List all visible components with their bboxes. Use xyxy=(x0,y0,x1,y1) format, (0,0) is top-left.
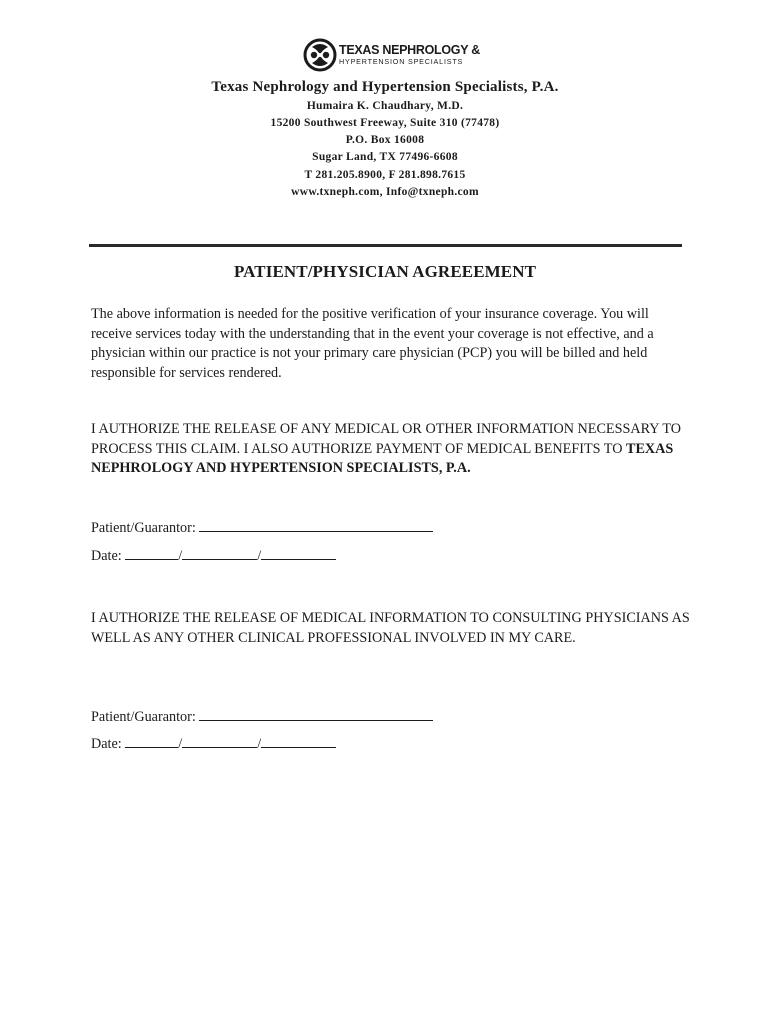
guarantor-signature-field-2[interactable] xyxy=(91,706,433,727)
authorization-claim-text: I AUTHORIZE THE RELEASE OF ANY MEDICAL OR OTHER INFORMATION NECESSARY TO PROCESS THIS CLAIM. I ALSO AUTHORIZE PAYMENT OF MEDICAL BENEFITS TO xyxy=(91,421,681,457)
header-divider xyxy=(89,244,682,247)
physician-name: Humaira K. Chaudhary, M.D. xyxy=(306,100,464,112)
kidney-emblem-icon xyxy=(303,37,337,73)
authorization-payee: TEXAS NEPHROLOGY AND HYPERTENSION SPECIALISTS, P.A. xyxy=(91,440,674,476)
guarantor-label: Patient/Guarantor: xyxy=(91,709,196,725)
date-field-2[interactable] xyxy=(91,733,336,754)
authorization-claim-paragraph xyxy=(91,420,691,479)
po-box: P.O. Box 16008 xyxy=(345,134,425,146)
date-month-line[interactable] xyxy=(125,545,178,560)
practice-name: Texas Nephrology and Hypertension Specialists, P.A. xyxy=(211,79,559,95)
date-label: Date: xyxy=(91,736,122,752)
date-separator: / xyxy=(257,548,262,564)
logo-subtitle: HYPERTENSION SPECIALISTS xyxy=(339,57,464,66)
guarantor-signature-line[interactable] xyxy=(199,517,433,532)
web-email: www.txneph.com, Info@txneph.com xyxy=(291,186,479,198)
date-field-1[interactable] xyxy=(91,545,336,566)
street-address: 15200 Southwest Freeway, Suite 310 (77478) xyxy=(270,117,500,129)
authorization-consult-paragraph: I AUTHORIZE THE RELEASE OF MEDICAL INFORMATION TO CONSULTING PHYSICIANS AS WELL AS ANY OTHER CLINICAL PROFESSIONAL INVOLVED IN MY CARE. xyxy=(91,610,690,646)
date-day-line[interactable] xyxy=(182,733,257,748)
guarantor-label: Patient/Guarantor: xyxy=(91,520,196,536)
date-separator: / xyxy=(257,736,262,752)
city-state-zip: Sugar Land, TX 77496-6608 xyxy=(312,151,458,163)
intro-paragraph: The above information is needed for the positive verification of your insurance coverage. You will receive services today with the understanding that in the event your coverage is not effective, and a physician within our practice is not your primary care physician (PCP) you will be billed and held responsible for services rendered. xyxy=(91,306,654,381)
date-separator: / xyxy=(178,548,183,564)
date-label: Date: xyxy=(91,548,122,564)
phone-fax: T 281.205.8900, F 281.898.7615 xyxy=(304,169,466,181)
date-year-line[interactable] xyxy=(261,545,336,560)
guarantor-signature-line[interactable] xyxy=(199,706,433,721)
company-logo xyxy=(303,37,480,73)
date-separator: / xyxy=(178,736,183,752)
date-day-line[interactable] xyxy=(182,545,257,560)
date-year-line[interactable] xyxy=(261,733,336,748)
logo-title: TEXAS NEPHROLOGY & xyxy=(339,43,480,57)
document-title: PATIENT/PHYSICIAN AGREEEMENT xyxy=(233,262,537,281)
date-month-line[interactable] xyxy=(125,733,178,748)
letterhead xyxy=(0,76,770,201)
guarantor-signature-field-1[interactable] xyxy=(91,517,433,538)
